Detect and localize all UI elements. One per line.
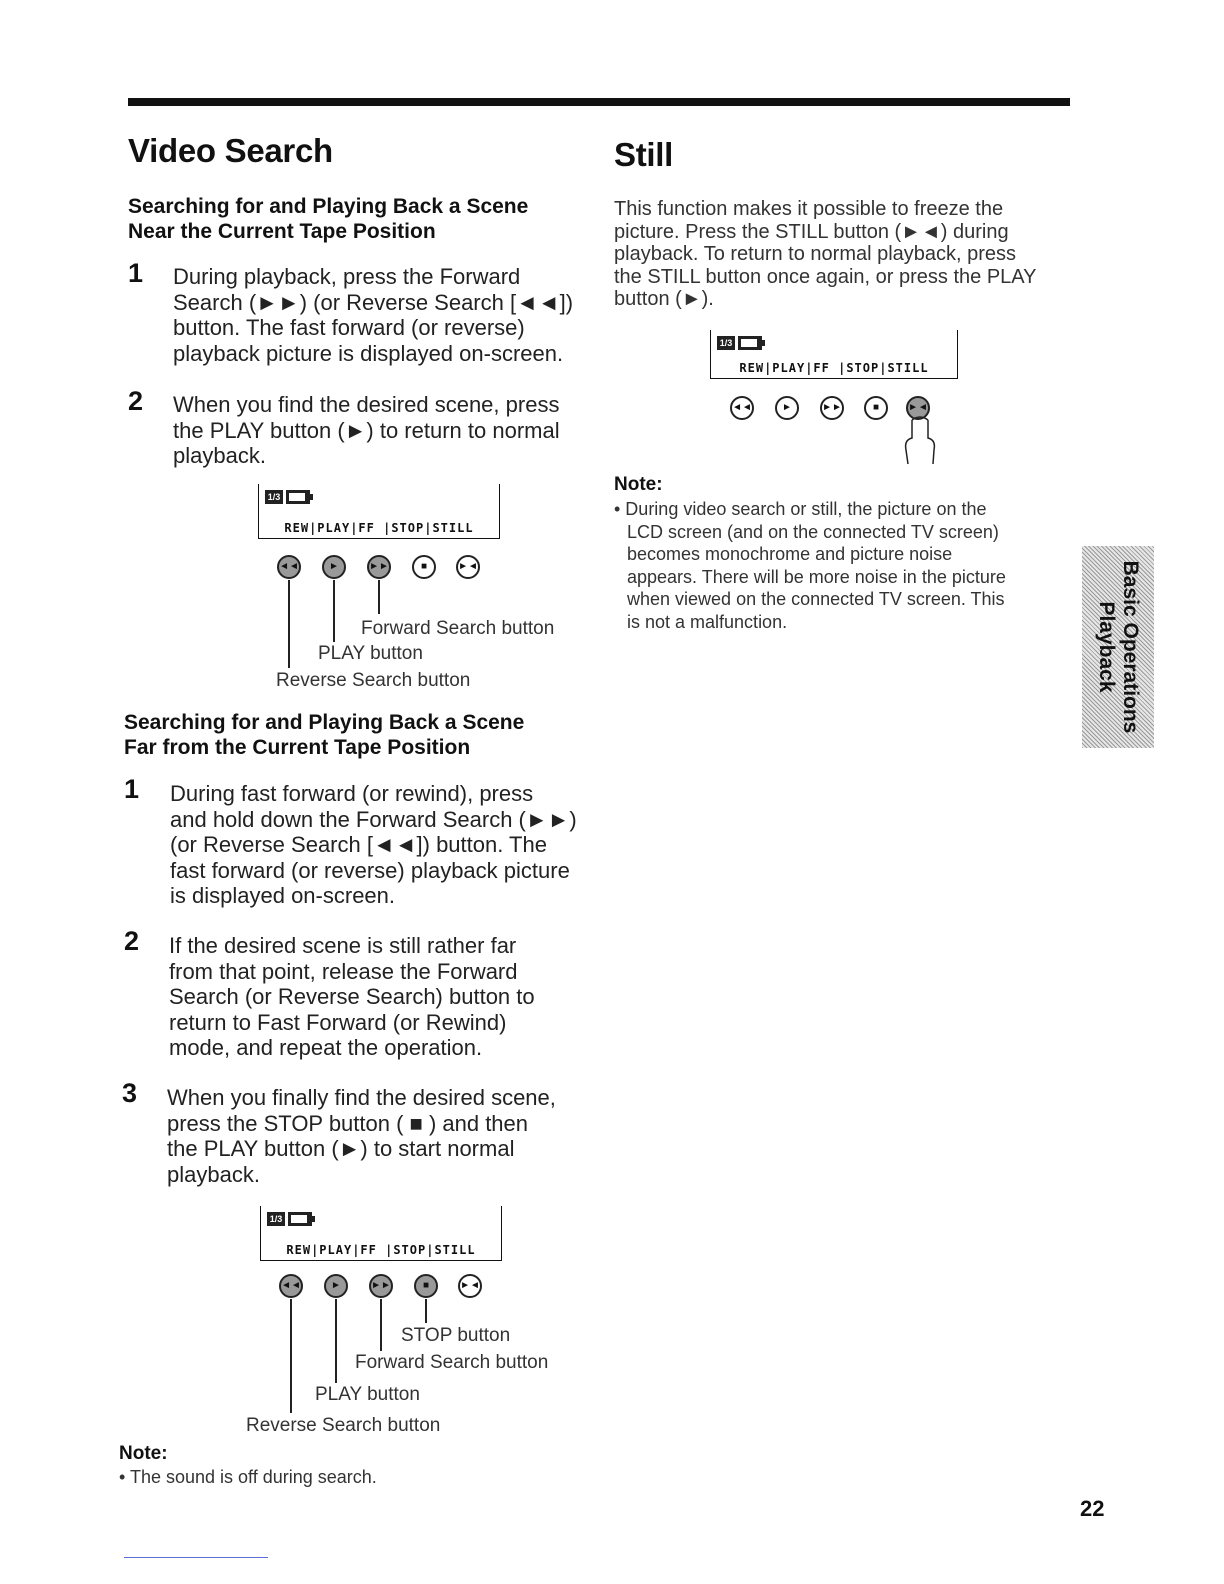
note-heading: Note: <box>614 474 663 495</box>
note-heading: Note: <box>119 1443 168 1464</box>
subheading-near: Searching for and Playing Back a Scene Near the Current Tape Position <box>128 195 529 243</box>
ff-button-icon: ►► <box>369 1274 393 1298</box>
tape-speed-icon: 1/3 <box>265 490 283 504</box>
tape-speed-icon: 1/3 <box>267 1212 285 1226</box>
ff-button-icon: ►► <box>367 555 391 579</box>
rew-button-icon: ◄◄ <box>279 1274 303 1298</box>
step-text: When you finally find the desired scene, press the STOP button ( ■ ) and then the PLAY button (►) to start normal playback. <box>167 1085 556 1187</box>
step-number: 2 <box>124 926 140 956</box>
rew-button-icon: ◄◄ <box>730 396 754 420</box>
battery-icon <box>288 1212 312 1226</box>
rew-button-icon: ◄◄ <box>277 555 301 579</box>
lcd-status-icons <box>265 490 310 504</box>
note-text: • The sound is off during search. <box>119 1467 377 1487</box>
label-forward-search: Forward Search button <box>355 1352 549 1373</box>
lcd-display <box>258 484 500 539</box>
leader-line <box>290 1299 292 1413</box>
tape-speed-icon: 1/3 <box>717 336 735 350</box>
still-intro: This function makes it possible to freeze the picture. Press the STILL button (►◄) during playback. To return to normal playback, press the STILL button once again, or press the PLAY button (►). <box>614 198 1037 310</box>
play-button-icon: ► <box>322 555 346 579</box>
battery-icon <box>286 490 310 504</box>
step-text: If the desired scene is still rather far from that point, release the Forward Search (or Reverse Search) button to return to Fast Forward (or Rewind) mode, and repeat the operation. <box>169 933 535 1060</box>
lcd-legend: REW|PLAY|FF |STOP|STILL <box>284 521 474 535</box>
pointing-finger-icon <box>900 416 940 466</box>
step-text: During playback, press the Forward Search (►►) (or Reverse Search [◄◄]) button. The fast forward (or reverse) playback picture is displayed on-screen. <box>173 264 574 366</box>
footer-rule <box>124 1557 268 1558</box>
section-title-still: Still <box>614 136 674 173</box>
label-reverse-search: Reverse Search button <box>276 670 471 691</box>
label-play: PLAY button <box>318 643 423 664</box>
leader-line <box>335 1299 337 1383</box>
stop-button-icon: ■ <box>864 396 888 420</box>
lcd-status-icons <box>717 336 762 350</box>
step-number: 1 <box>124 774 140 804</box>
battery-icon <box>738 336 762 350</box>
lcd-status-icons <box>267 1212 312 1226</box>
leader-line <box>333 580 335 642</box>
page-number: 22 <box>1080 1496 1105 1521</box>
label-stop: STOP button <box>401 1325 511 1346</box>
label-forward-search: Forward Search button <box>361 618 555 639</box>
leader-line <box>378 580 380 614</box>
side-tab-basic-operations: Basic Operations Playback <box>1082 546 1154 748</box>
label-reverse-search: Reverse Search button <box>246 1415 441 1436</box>
leader-line <box>288 580 290 668</box>
leader-line <box>425 1299 427 1323</box>
play-button-icon: ► <box>324 1274 348 1298</box>
ff-button-icon: ►► <box>820 396 844 420</box>
step-text: During fast forward (or rewind), press and hold down the Forward Search (►►) (or Reverse Search [◄◄]) button. The fast forward (or reverse) playback picture is displayed on-screen. <box>170 781 577 908</box>
lcd-display <box>260 1206 502 1261</box>
step-number: 3 <box>122 1078 138 1108</box>
step-number: 1 <box>128 258 144 288</box>
lcd-legend: REW|PLAY|FF |STOP|STILL <box>739 361 929 375</box>
play-button-icon: ► <box>775 396 799 420</box>
leader-line <box>380 1299 382 1351</box>
lcd-legend: REW|PLAY|FF |STOP|STILL <box>286 1243 476 1257</box>
step-text: When you find the desired scene, press the PLAY button (►) to return to normal playback. <box>173 392 560 468</box>
lcd-display <box>710 330 958 379</box>
step-number: 2 <box>128 386 144 416</box>
still-button-icon: ►◄ <box>458 1274 482 1298</box>
stop-button-icon: ■ <box>412 555 436 579</box>
note-text: • During video search or still, the picture on the LCD screen (and on the connected TV screen) becomes monochrome and picture noise appears. There will be more noise in the picture when viewed on the connected TV screen. This is not a malfunction. <box>614 499 1006 632</box>
top-rule <box>128 98 1070 106</box>
still-button-icon: ►◄ <box>906 396 930 420</box>
stop-button-icon: ■ <box>414 1274 438 1298</box>
subheading-far: Searching for and Playing Back a Scene Far from the Current Tape Position <box>124 711 525 759</box>
section-title-video-search: Video Search <box>128 132 333 169</box>
label-play: PLAY button <box>315 1384 420 1405</box>
still-button-icon: ►◄ <box>456 555 480 579</box>
